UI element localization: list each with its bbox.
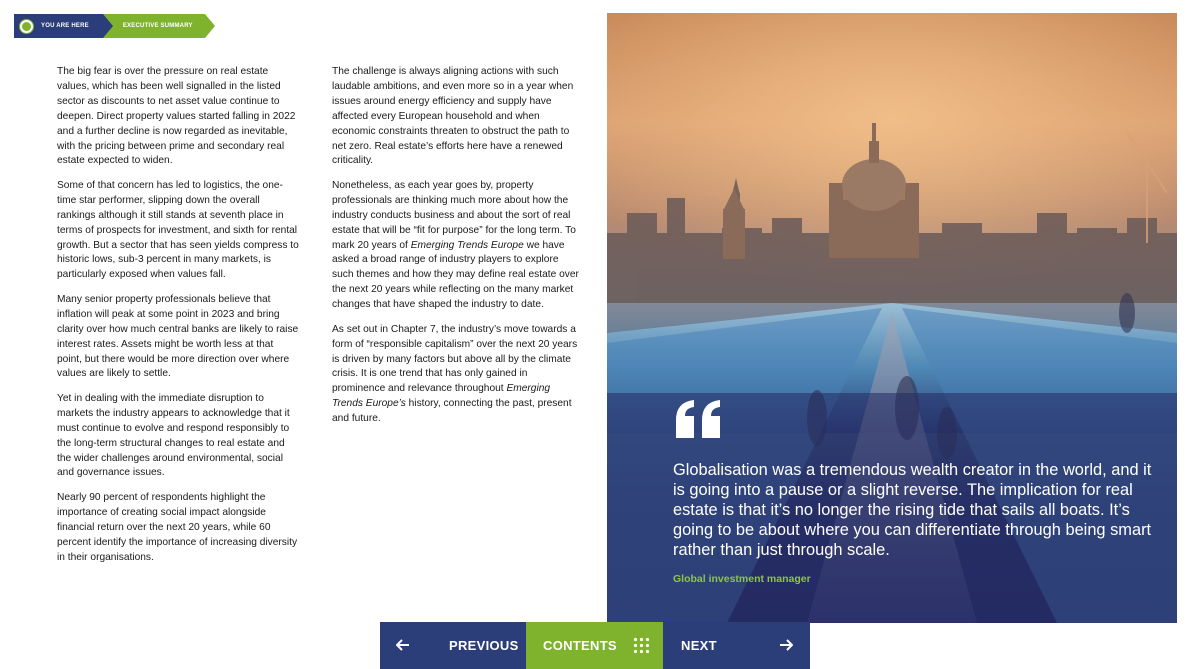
publication-title: Emerging Trends Europe <box>410 239 524 251</box>
publication-title: Emerging Trends Europe’s <box>332 383 551 410</box>
pull-quote: Globalisation was a tremendous wealth creator in the world, and it is going into a pause or a slight reverse. The implication for real estate is that it’s no longer the rising tide that sails all boats. It’s going to be about where you can differentiate through being smart rather than just through scale. <box>673 461 1152 559</box>
paragraph: The challenge is always aligning actions with such laudable ambitions, and even more so in a year when issues around energy efficiency and supply have affected every European household and when economic constraints threaten to obstruct the path to net zero. Real estate’s efforts here have a renewed criticality. <box>332 66 574 167</box>
next-label: NEXT <box>681 638 717 653</box>
paragraph-text: history, connecting the past, present and future. <box>332 398 572 425</box>
photo-location: LONDON, UK <box>1109 623 1153 630</box>
arrow-right-icon <box>779 639 793 651</box>
contents-button[interactable] <box>526 622 663 669</box>
location-dot-icon <box>20 20 33 33</box>
paragraph-text: As set out in Chapter 7, the industry’s move towards a form of “responsible capitalism” over the next 20 years is driven by many factors but above all by the climate crisis. It is one trend that has only gained in prominence and relevance throughout <box>332 323 578 395</box>
paragraph: Many senior property professionals believe that inflation will peak at some point in 2023 and bring clarity over how much central banks are likely to raise interest rates. Assets might be worth less at that point, but there would be more direction over where values are likely to settle. <box>57 293 299 380</box>
breadcrumb-current-label: EXECUTIVE SUMMARY <box>122 23 193 29</box>
paragraph-text: Nonetheless, as each year goes by, property professionals are thinking much more about how the industry conducts business and about the sort of real estate that will be “fit for purpose” for the long term. To mark 20 years of <box>332 179 576 251</box>
text-column-left <box>57 65 301 575</box>
paragraph <box>332 179 580 313</box>
breadcrumb-home[interactable] <box>14 14 103 38</box>
text-column-right <box>332 65 580 437</box>
grid-icon <box>633 637 650 654</box>
quote-icon <box>674 398 724 440</box>
breadcrumb <box>14 14 205 38</box>
paragraph <box>332 323 580 427</box>
arrow-left-icon <box>396 639 410 651</box>
next-button[interactable] <box>663 622 810 669</box>
previous-button[interactable] <box>380 622 526 669</box>
breadcrumb-home-label: YOU ARE HERE <box>41 23 89 29</box>
paragraph: Yet in dealing with the immediate disruption to markets the industry appears to acknowledge that it must continue to evolve and respond responsibly to the long-term structural changes to real estate and the wider challenges around environmental, social and governance issues. <box>57 392 290 479</box>
paragraph: Nearly 90 percent of respondents highlight the importance of creating social impact alongside financial return over the next 20 years, while 60 percent identify the importance of increasing diversity in their organisations. <box>57 491 298 563</box>
paragraph: Some of that concern has led to logistics, the one-time star performer, slipping down the overall rankings although it still stands at seventh place in terms of prospects for investment, and sixth for rental growth. But a sector that has seen yields compress to historic lows, sub-3 percent in many markets, is particularly exposed when values fall. <box>57 179 299 281</box>
previous-label: PREVIOUS <box>449 638 519 653</box>
quote-author: Global investment manager <box>673 573 811 585</box>
breadcrumb-current[interactable] <box>103 14 205 38</box>
paragraph: The big fear is over the pressure on real estate values, which has been well signalled in the listed sector as discounts to net asset value continue to deepen. Direct property values started falling in 2022 and a further decline is now regarded as inevitable, with the pricing between prime and secondary real estate expected to widen. <box>57 66 296 167</box>
contents-label: CONTENTS <box>543 638 617 653</box>
paragraph-text: we have asked a broad range of industry players to explore such themes and how they may define real estate over the next 20 years while reflecting on the many market changes that have shaped the industry to date. <box>332 239 579 311</box>
